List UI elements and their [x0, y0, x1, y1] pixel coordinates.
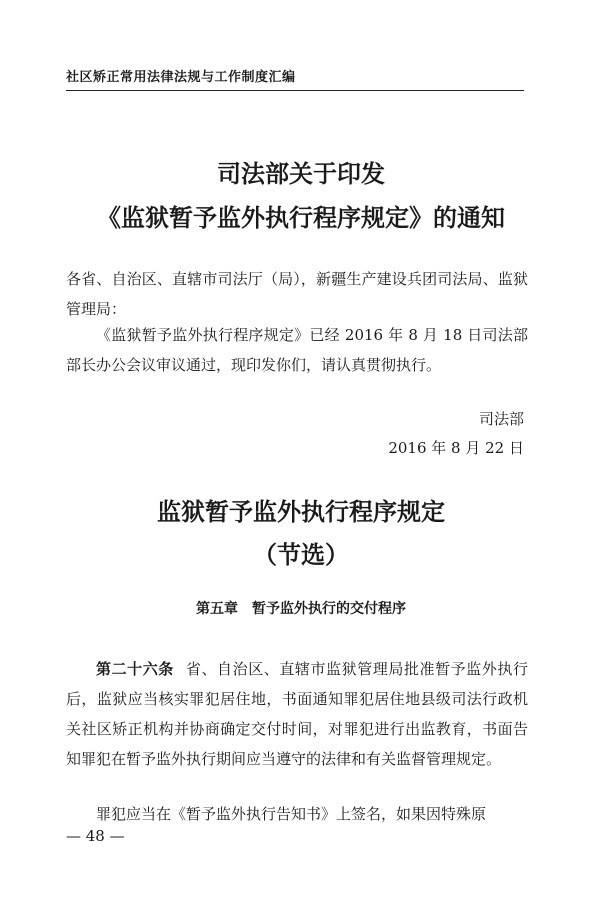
notice-signer: 司法部: [478, 410, 524, 428]
regulation-title: 监狱暂予监外执行程序规定: [157, 497, 445, 526]
page-number: — 48 —: [66, 827, 125, 845]
header-rule: [66, 90, 524, 91]
regulation-subtitle: （节选）: [253, 540, 349, 569]
notice-date: 2016 年 8 月 22 日: [388, 439, 524, 457]
article-label: 第二十六条: [96, 660, 174, 678]
notice-title-line-1: 司法部关于印发: [217, 159, 385, 188]
running-header: 社区矫正常用法律法规与工作制度汇编: [66, 70, 296, 85]
notice-body: 《监狱暂予监外执行程序规定》已经 2016 年 8 月 18 日司法部部长办公会议审议通过，现印发你们，请认真贯彻执行。: [66, 326, 528, 374]
article-26: [66, 654, 528, 774]
continued-paragraph: 罪犯应当在《暂予监外执行告知书》上签名，如果因特殊原: [96, 805, 487, 823]
notice-addressee: 各省、自治区、直辖市司法厅（局），新疆生产建设兵团司法局、监狱管理局：: [66, 270, 528, 318]
notice-title-line-2: 《监狱暂予监外执行程序规定》的通知: [97, 203, 505, 232]
article-text: 省、自治区、直辖市监狱管理局批准暂予监外执行后，监狱应当核实罪犯居住地，书面通知罪犯居住地县级司法行政机关社区矫正机构并协商确定交付时间，对罪犯进行出监教育，书面告知罪犯在暂予监外执行期间应当遵守的法律和有关监督管理规定。: [66, 660, 528, 768]
chapter-heading: 第五章 暂予监外执行的交付程序: [196, 601, 406, 617]
